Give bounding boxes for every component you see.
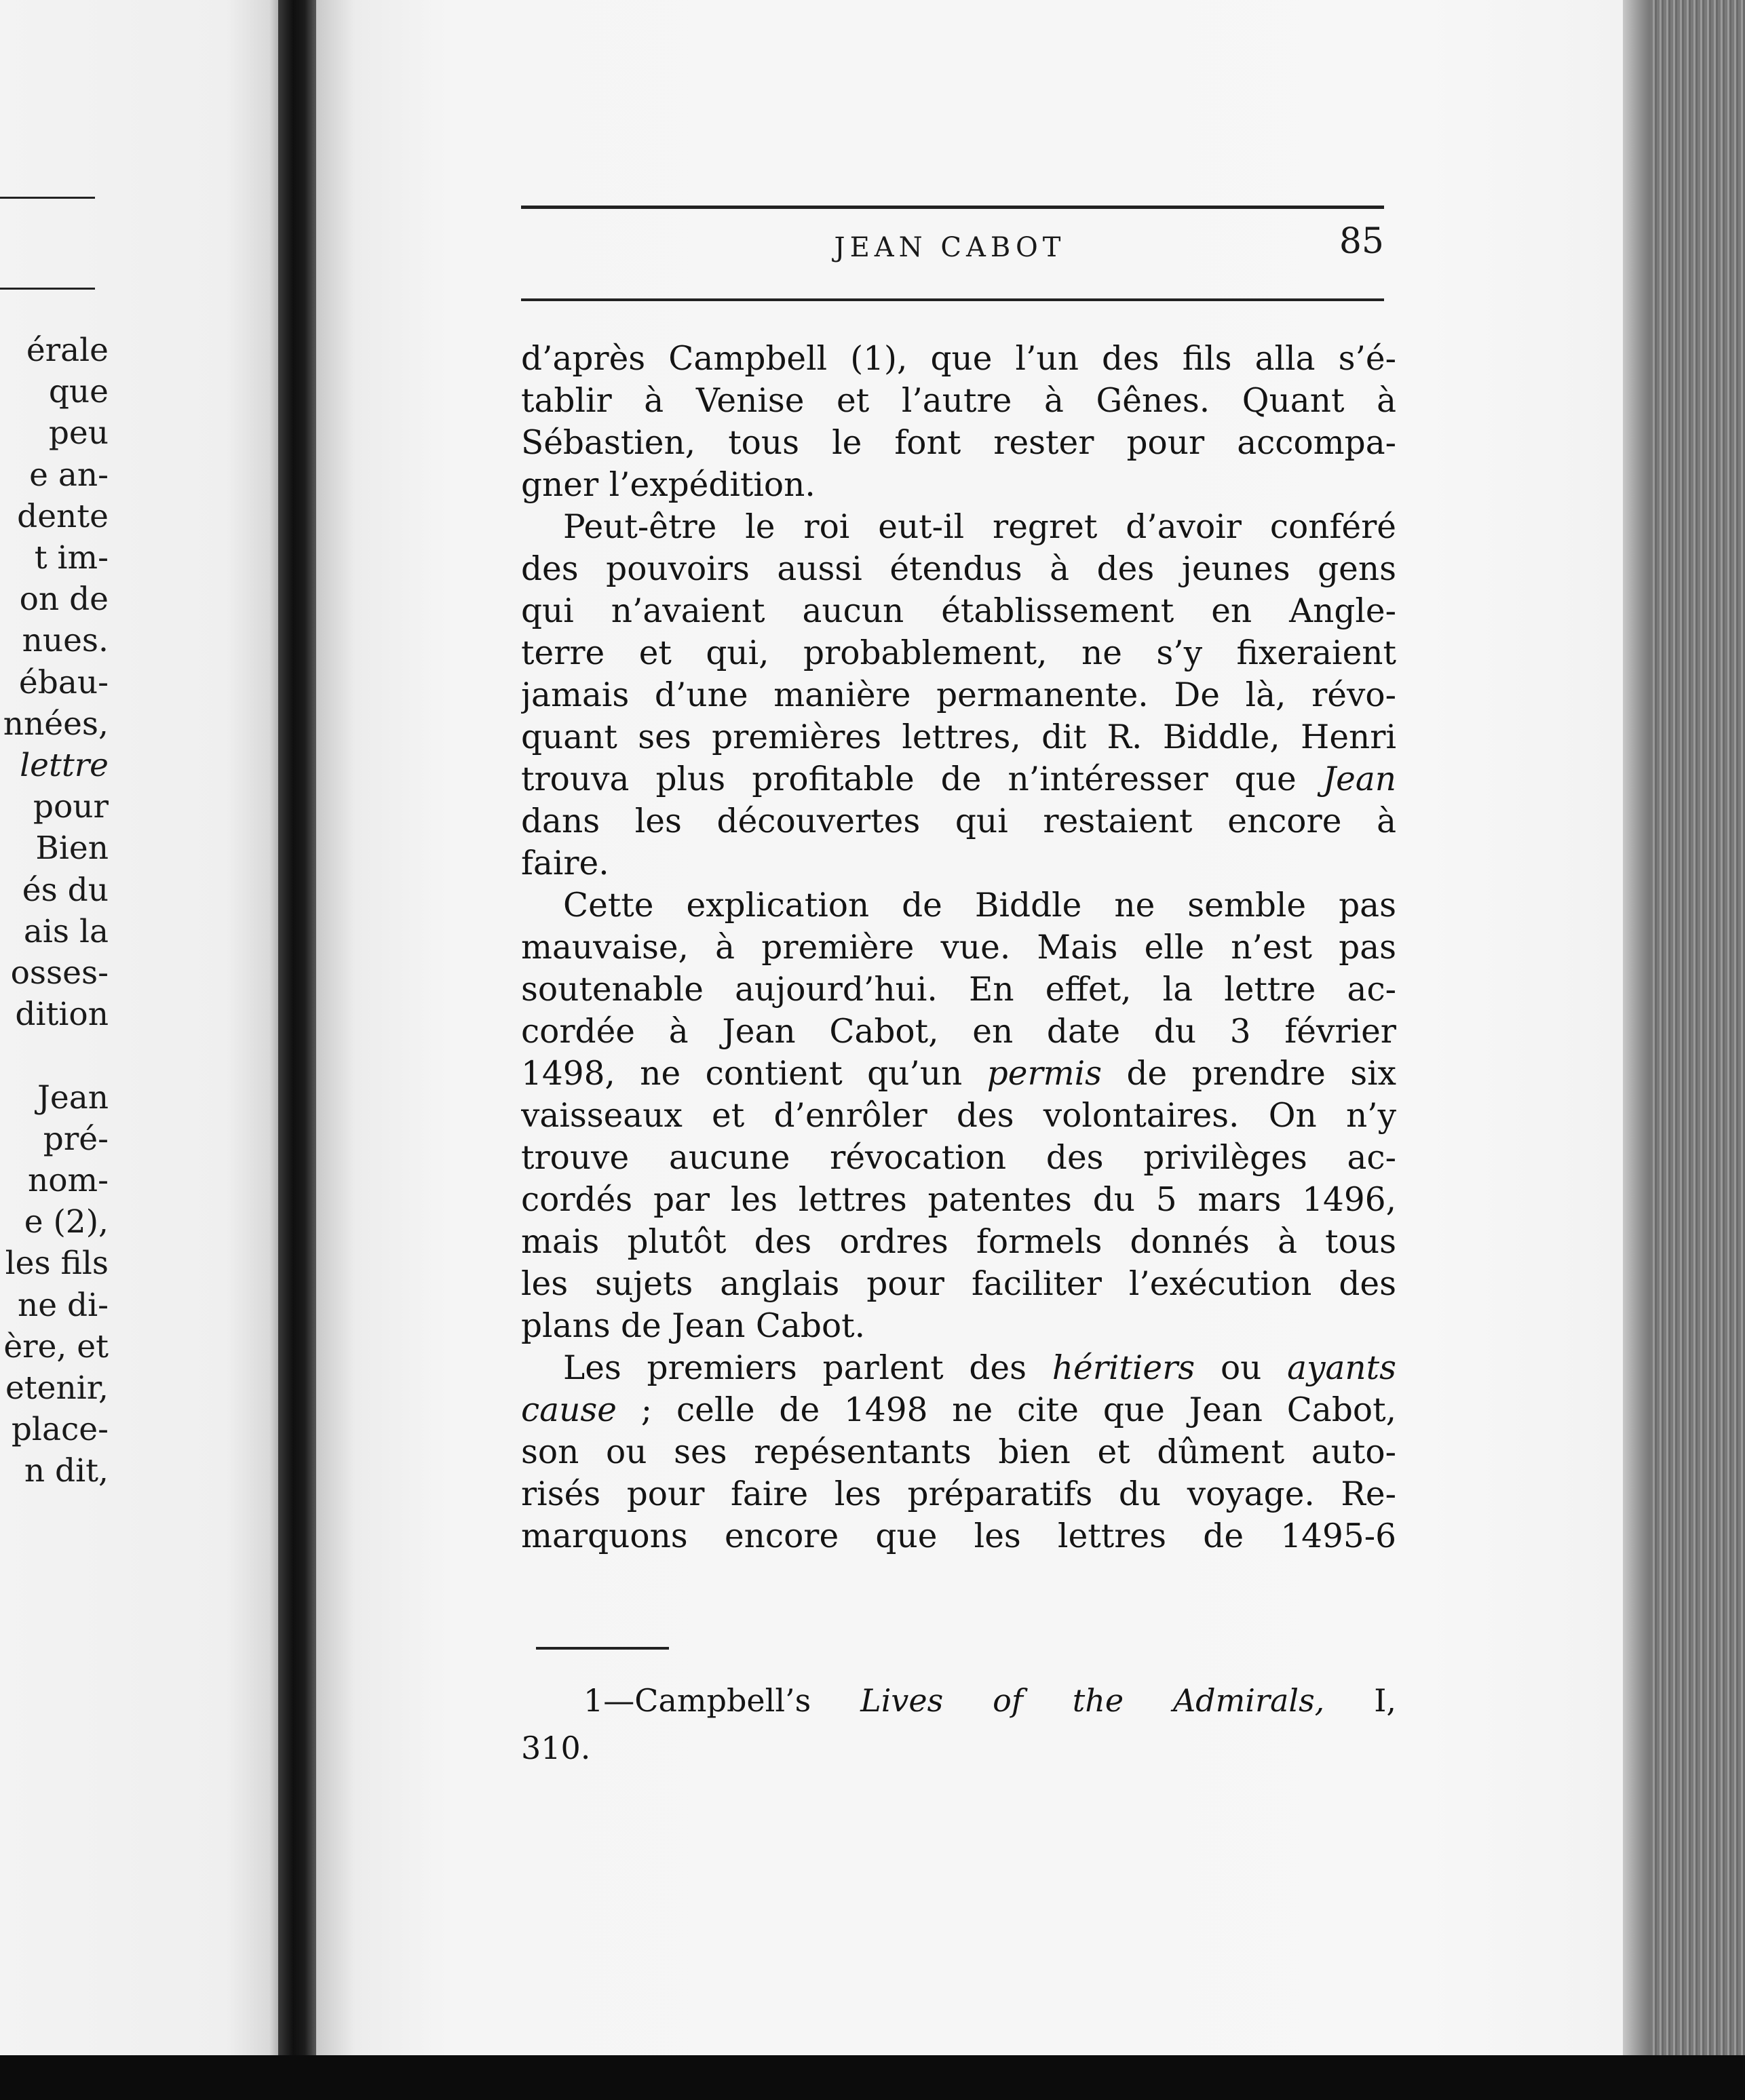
text-line bbox=[521, 1389, 1396, 1431]
left-line: que bbox=[48, 373, 109, 411]
left-line: les fils bbox=[5, 1245, 109, 1283]
left-page-top-rule bbox=[0, 197, 95, 199]
footnote bbox=[521, 1677, 1396, 1772]
left-line: ais la bbox=[23, 912, 109, 950]
running-head: JEAN CABOT bbox=[834, 232, 1066, 263]
left-line: place- bbox=[11, 1411, 109, 1449]
text-line: gner l’expédition. bbox=[521, 466, 816, 504]
footnote-volume: I, bbox=[1374, 1682, 1396, 1719]
left-page-bottom-rule bbox=[0, 288, 95, 290]
text-line bbox=[521, 1053, 1396, 1095]
left-line: és du bbox=[22, 871, 109, 909]
left-line: ébau- bbox=[18, 663, 109, 701]
text-line bbox=[521, 758, 1396, 800]
left-line: dente bbox=[17, 497, 109, 535]
left-line: dition bbox=[15, 996, 109, 1034]
text-line: des pouvoirs aussi étendus à des jeunes gens bbox=[521, 550, 1396, 588]
italic-word: Jean bbox=[1322, 760, 1396, 798]
text-line: Cette explication de Biddle ne semble pas bbox=[563, 887, 1396, 925]
left-line: etenir, bbox=[5, 1369, 109, 1407]
text-line: terre et qui, probablement, ne s’y fixeraient bbox=[521, 634, 1396, 672]
footnote-title: Lives of the Admirals, bbox=[860, 1682, 1325, 1719]
text-line: qui n’avaient aucun établissement en Angle- bbox=[521, 592, 1396, 630]
text-line: d’après Campbell (1), que l’un des fils alla s’é- bbox=[521, 340, 1396, 378]
left-line: on de bbox=[19, 581, 109, 619]
text-line: trouve aucune révocation des privilèges ac- bbox=[521, 1139, 1396, 1177]
text-line: faire. bbox=[521, 844, 609, 882]
text-line: soutenable aujourd’hui. En effet, la lettre ac- bbox=[521, 971, 1396, 1009]
text-line: les sujets anglais pour faciliter l’exécution des bbox=[521, 1265, 1396, 1303]
text-line: mauvaise, à première vue. Mais elle n’est pas bbox=[521, 929, 1396, 967]
italic-word: permis bbox=[986, 1055, 1102, 1093]
scan-bottom-border bbox=[0, 2055, 1745, 2100]
text-line: son ou ses repésentants bien et dûment auto- bbox=[521, 1433, 1396, 1471]
footnote-line: 310. bbox=[521, 1730, 591, 1766]
page-edge-shadow bbox=[1623, 0, 1650, 2100]
left-line: Bien bbox=[35, 830, 109, 868]
left-line: e (2), bbox=[24, 1203, 109, 1241]
text-line: quant ses premières lettres, dit R. Biddle, Henri bbox=[521, 718, 1396, 756]
left-line: nom- bbox=[27, 1162, 109, 1200]
text-line: Peut-être le roi eut-il regret d’avoir conféré bbox=[563, 508, 1396, 546]
text-line: plans de Jean Cabot. bbox=[521, 1307, 866, 1345]
text-line: tablir à Venise et l’autre à Gênes. Quant à bbox=[521, 382, 1396, 420]
left-line: lettre bbox=[20, 747, 109, 785]
main-text bbox=[521, 338, 1396, 1557]
left-line: n dit, bbox=[24, 1452, 109, 1490]
italic-word: héritiers bbox=[1052, 1349, 1195, 1387]
text-line: jamais d’une manière permanente. De là, révo- bbox=[521, 676, 1396, 714]
text-line: dans les découvertes qui restaient encore à bbox=[521, 802, 1396, 840]
left-line: ne di- bbox=[17, 1286, 109, 1324]
left-facing-page bbox=[0, 0, 284, 2055]
left-line: osses- bbox=[10, 954, 109, 992]
footnote-prefix: 1—Campbell’s bbox=[583, 1682, 811, 1719]
text-segment: Les premiers parlent des bbox=[563, 1349, 1027, 1387]
text-segment: ou bbox=[1220, 1349, 1262, 1387]
book-gutter bbox=[278, 0, 316, 2055]
text-line: risés pour faire les préparatifs du voyage. Re- bbox=[521, 1475, 1396, 1513]
text-line: vaisseaux et d’enrôler des volontaires. On n’y bbox=[521, 1097, 1396, 1135]
footnote-line bbox=[521, 1677, 1396, 1724]
italic-word: cause bbox=[521, 1391, 617, 1429]
left-line: Jean bbox=[37, 1078, 109, 1116]
text-segment: de prendre six bbox=[1126, 1055, 1396, 1093]
header-bottom-rule bbox=[521, 298, 1384, 301]
text-line: Sébastien, tous le font rester pour accompa- bbox=[521, 424, 1396, 462]
italic-word: ayants bbox=[1287, 1349, 1396, 1387]
text-line: mais plutôt des ordres formels donnés à tous bbox=[521, 1223, 1396, 1261]
text-line bbox=[521, 1347, 1396, 1389]
left-line: nues. bbox=[22, 622, 109, 660]
page-number: 85 bbox=[1339, 221, 1384, 262]
left-line: e an- bbox=[29, 456, 109, 494]
left-line: nnées, bbox=[3, 705, 109, 743]
left-line: érale bbox=[26, 332, 109, 369]
page-block-edge bbox=[1623, 0, 1745, 2100]
text-line: cordée à Jean Cabot, en date du 3 février bbox=[521, 1013, 1396, 1051]
left-line: t im- bbox=[34, 539, 109, 577]
header-top-rule bbox=[521, 206, 1384, 209]
left-line: peu bbox=[48, 414, 109, 452]
text-segment: 1498, ne contient qu’un bbox=[521, 1055, 963, 1093]
left-line: pour bbox=[33, 788, 109, 826]
left-line: pré- bbox=[43, 1120, 109, 1158]
text-line: marquons encore que les lettres de 1495-6 bbox=[521, 1517, 1396, 1555]
text-line: cordés par les lettres patentes du 5 mars 1496, bbox=[521, 1181, 1396, 1219]
footnote-rule bbox=[536, 1647, 669, 1650]
text-segment: trouva plus profitable de n’intéresser que bbox=[521, 760, 1297, 798]
text-segment: ; celle de 1498 ne cite que Jean Cabot, bbox=[640, 1391, 1396, 1429]
left-line: ère, et bbox=[3, 1327, 109, 1365]
left-page-text-fragments bbox=[0, 330, 109, 1492]
left-line-blank bbox=[0, 1035, 109, 1076]
